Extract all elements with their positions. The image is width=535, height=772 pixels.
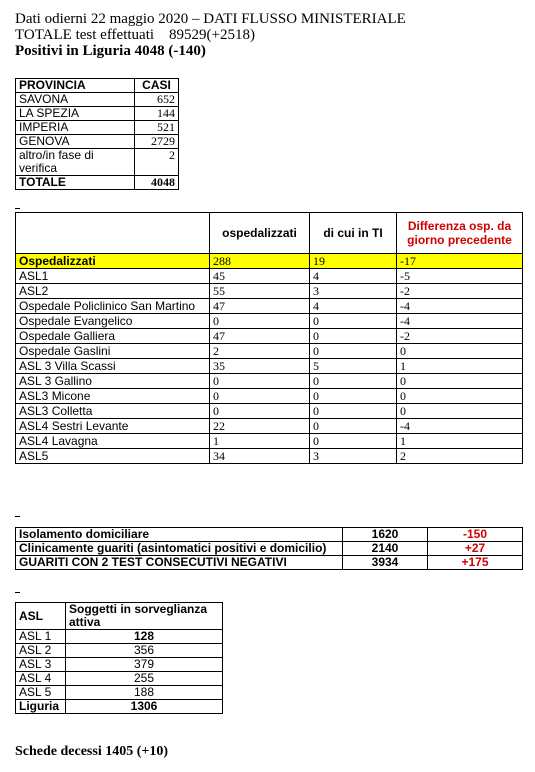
table-row: [16, 672, 223, 686]
icu-value: 0: [310, 389, 397, 404]
province-cases: 2729: [135, 135, 179, 149]
header-terapia-intensiva: di cui in TI: [310, 213, 397, 254]
table-header-row: [16, 213, 523, 254]
province-cases: 2: [135, 149, 179, 176]
icu-value: 4: [310, 299, 397, 314]
table-row: [16, 419, 523, 434]
row-label: ASL 3 Villa Scassi: [16, 359, 210, 374]
table-row: [16, 93, 179, 107]
row-label: ASL3 Micone: [16, 389, 210, 404]
row-label: ASL 3 Gallino: [16, 374, 210, 389]
hospitalized-value: 2: [210, 344, 310, 359]
row-label: ASL3 Colletta: [16, 404, 210, 419]
hospitalized-value: 55: [210, 284, 310, 299]
row-label: ASL5: [16, 449, 210, 464]
positives-liguria: Positivi in Liguria 4048 (-140): [15, 43, 206, 59]
row-label: ASL2: [16, 284, 210, 299]
asl-name: ASL 1: [16, 630, 66, 644]
icu-value: 0: [310, 314, 397, 329]
table-row: [16, 644, 223, 658]
icu-value: 0: [310, 344, 397, 359]
icu-value: 0: [310, 434, 397, 449]
surveillance-count: 356: [66, 644, 223, 658]
row-label: Isolamento domiciliare: [16, 528, 343, 542]
table-row: [16, 299, 523, 314]
icu-value: 0: [310, 329, 397, 344]
hospitalized-value: 0: [210, 389, 310, 404]
hospitalized-value: 1: [210, 434, 310, 449]
province-name: GENOVA: [16, 135, 135, 149]
icu-value: 0: [310, 374, 397, 389]
province-name: LA SPEZIA: [16, 107, 135, 121]
icu-value: 5: [310, 359, 397, 374]
total-tests: TOTALE test effettuati 89529(+2518): [15, 27, 255, 43]
hospitalized-value: 0: [210, 374, 310, 389]
table-row: [16, 284, 523, 299]
hospitalized-value: 22: [210, 419, 310, 434]
row-label: Ospedale Policlinico San Martino: [16, 299, 210, 314]
hospitalized-value: 0: [210, 404, 310, 419]
hospitalized-value: 45: [210, 269, 310, 284]
table-row: [16, 449, 523, 464]
diff-value: 0: [397, 344, 523, 359]
table-row: [16, 107, 179, 121]
surveillance-count: 188: [66, 686, 223, 700]
total-label: TOTALE: [16, 176, 135, 190]
table-row: [16, 434, 523, 449]
hospitalized-value: 288: [210, 254, 310, 269]
deaths-summary: Schede decessi 1405 (+10): [15, 744, 169, 759]
row-label: ASL4 Sestri Levante: [16, 419, 210, 434]
total-cases: 4048: [135, 176, 179, 190]
table-row: [16, 389, 523, 404]
header-provincia: PROVINCIA: [16, 79, 135, 93]
total-row: [16, 176, 179, 190]
province-cases: 521: [135, 121, 179, 135]
table-row: [16, 269, 523, 284]
header-differenza: Differenza osp. da giorno precedente: [397, 213, 523, 254]
diff-value: -2: [397, 329, 523, 344]
row-label: ASL1: [16, 269, 210, 284]
row-label: ASL4 Lavagna: [16, 434, 210, 449]
total-row: [16, 700, 223, 714]
hospitalized-value: 34: [210, 449, 310, 464]
table-header-row: [16, 79, 179, 93]
surveillance-table: [15, 602, 223, 714]
icu-value: 0: [310, 404, 397, 419]
table-row: [16, 374, 523, 389]
paragraph-mark: [15, 516, 20, 517]
report-date-title: Dati odierni 22 maggio 2020 – DATI FLUSSO MINISTERIALE: [15, 11, 406, 27]
asl-name: ASL 2: [16, 644, 66, 658]
table-row: [16, 149, 179, 176]
isolation-table: [15, 527, 523, 570]
icu-value: 3: [310, 284, 397, 299]
table-row: [16, 121, 179, 135]
province-cases: 652: [135, 93, 179, 107]
table-header-row: [16, 603, 223, 630]
diff-value: -17: [397, 254, 523, 269]
asl-name: ASL 3: [16, 658, 66, 672]
highlight-row: [16, 254, 523, 269]
diff-value: 2: [397, 449, 523, 464]
icu-value: 19: [310, 254, 397, 269]
surveillance-count: 128: [66, 630, 223, 644]
row-label: Ospedale Galliera: [16, 329, 210, 344]
paragraph-mark: [15, 592, 20, 593]
row-label: Ospedale Evangelico: [16, 314, 210, 329]
diff-value: -5: [397, 269, 523, 284]
province-table: [15, 78, 179, 190]
surveillance-count: 255: [66, 672, 223, 686]
count-value: 2140: [343, 542, 428, 556]
hospitalized-value: 35: [210, 359, 310, 374]
row-label: Ospedale Gaslini: [16, 344, 210, 359]
table-row: [16, 344, 523, 359]
province-name: SAVONA: [16, 93, 135, 107]
header-ospedalizzati: ospedalizzati: [210, 213, 310, 254]
diff-value: -4: [397, 419, 523, 434]
table-row: [16, 542, 523, 556]
diff-value: 0: [397, 374, 523, 389]
header-empty: [16, 213, 210, 254]
diff-value: 1: [397, 434, 523, 449]
row-label: GUARITI CON 2 TEST CONSECUTIVI NEGATIVI: [16, 556, 343, 570]
diff-value: -4: [397, 314, 523, 329]
asl-name: ASL 4: [16, 672, 66, 686]
table-row: [16, 658, 223, 672]
paragraph-mark: [15, 208, 20, 209]
change-value: +175: [428, 556, 523, 570]
table-row: [16, 404, 523, 419]
table-row: [16, 359, 523, 374]
province-name: IMPERIA: [16, 121, 135, 135]
table-row: [16, 556, 523, 570]
total-label: Liguria: [16, 700, 66, 714]
province-cases: 144: [135, 107, 179, 121]
icu-value: 4: [310, 269, 397, 284]
change-value: +27: [428, 542, 523, 556]
surveillance-count: 379: [66, 658, 223, 672]
hospitalized-value: 0: [210, 314, 310, 329]
icu-value: 3: [310, 449, 397, 464]
count-value: 3934: [343, 556, 428, 570]
header-sorveglianza: Soggetti in sorveglianza attiva: [66, 603, 223, 630]
hospitalized-value: 47: [210, 299, 310, 314]
hospital-table: [15, 212, 523, 464]
hospitalized-value: 47: [210, 329, 310, 344]
total-count: 1306: [66, 700, 223, 714]
header-casi: CASI: [135, 79, 179, 93]
row-label: Ospedalizzati: [16, 254, 210, 269]
diff-value: 0: [397, 404, 523, 419]
table-row: [16, 135, 179, 149]
change-value: -150: [428, 528, 523, 542]
row-label: Clinicamente guariti (asintomatici positivi e domicilio): [16, 542, 343, 556]
diff-value: 0: [397, 389, 523, 404]
header-asl: ASL: [16, 603, 66, 630]
diff-value: -4: [397, 299, 523, 314]
diff-value: 1: [397, 359, 523, 374]
table-row: [16, 528, 523, 542]
table-row: [16, 686, 223, 700]
table-row: [16, 630, 223, 644]
count-value: 1620: [343, 528, 428, 542]
diff-value: -2: [397, 284, 523, 299]
icu-value: 0: [310, 419, 397, 434]
table-row: [16, 329, 523, 344]
province-name: altro/in fase di verifica: [16, 149, 135, 176]
table-row: [16, 314, 523, 329]
asl-name: ASL 5: [16, 686, 66, 700]
